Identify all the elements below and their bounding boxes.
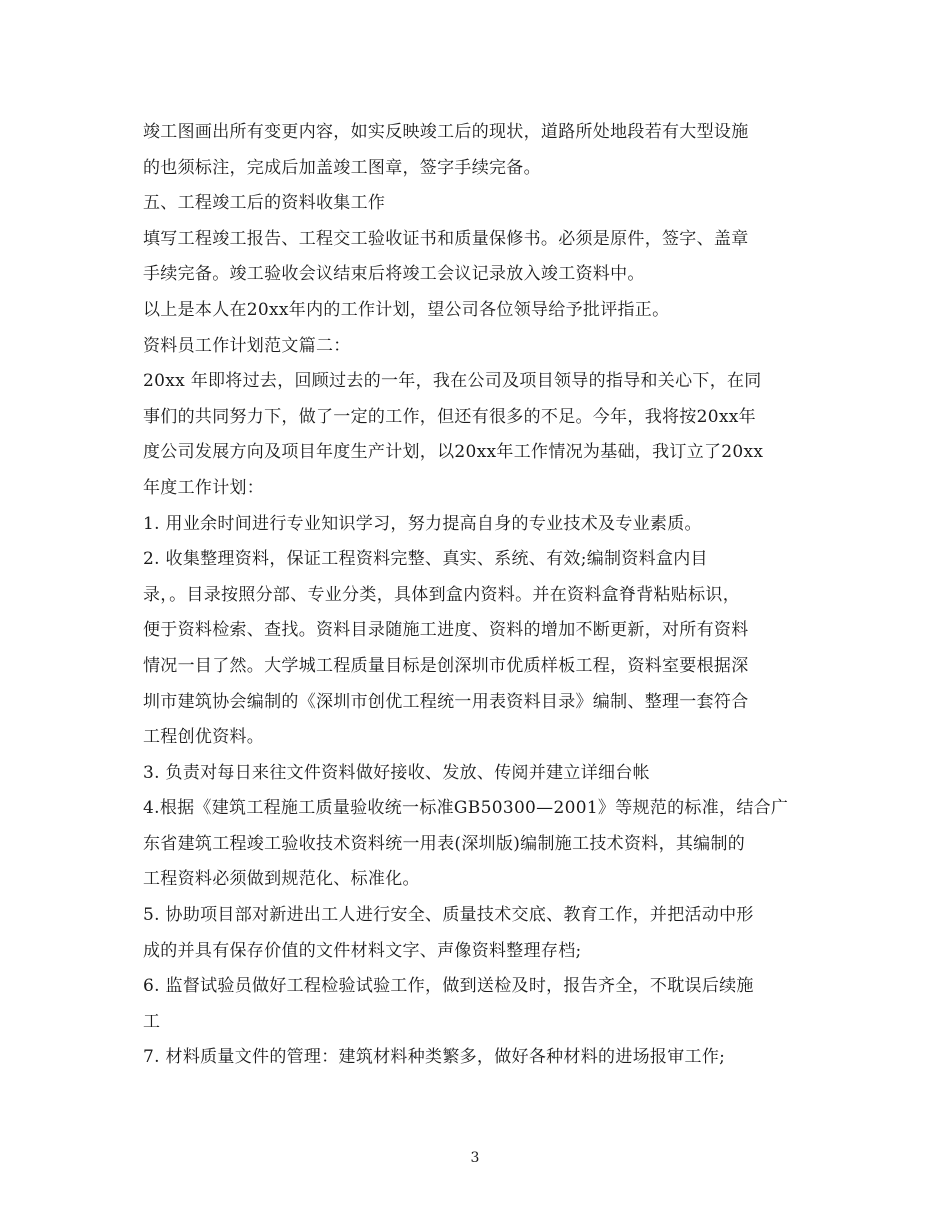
text-line: 工程创优资料。 [143, 727, 265, 748]
section-heading: 资料员工作计划范文篇二： [143, 335, 351, 356]
text-line: 东省建筑工程竣工验收技术资料统一用表(深圳版)编制施工技术资料，其编制的 [143, 833, 746, 854]
text-line: 度公司发展方向及项目年度生产计划，以20xx年工作情况为基础，我订立了20xx [143, 442, 764, 463]
page-number: 3 [470, 1150, 480, 1166]
text-line: 年度工作计划： [143, 477, 265, 498]
text-line: 录，。目录按照分部、专业分类，具体到盒内资料。并在资料盒脊背粘贴标识， [143, 584, 740, 605]
text-line: 圳市建筑协会编制的《深圳市创优工程统一用表资料目录》编制、整理一套符合 [143, 691, 749, 712]
list-item: 6. 监督试验员做好工程检验试验工作，做到送检及时，报告齐全，不耽误后续施 [143, 976, 754, 997]
list-item: 3. 负责对每日来往文件资料做好接收、发放、传阅并建立详细台帐 [143, 762, 650, 783]
text-line: 便于资料检索、查找。资料目录随施工进度、资料的增加不断更新，对所有资料 [143, 620, 749, 641]
list-item: 1. 用业余时间进行专业知识学习，努力提高自身的专业技术及专业素质。 [143, 513, 702, 534]
list-item: 4.根据《建筑工程施工质量验收统一标准GB50300—2001》等规范的标准，结合广 [143, 798, 789, 819]
text-line: 工 [143, 1011, 161, 1032]
text-line: 事们的共同努力下，做了一定的工作，但还有很多的不足。今年，我将按20xx年 [143, 406, 756, 427]
text-line: 情况一目了然。大学城工程质量目标是创深圳市优质样板工程，资料室要根据深 [143, 655, 749, 676]
text-line: 以上是本人在20xx年内的工作计划，望公司各位领导给予批评指正。 [143, 299, 670, 320]
text-line: 填写工程竣工报告、工程交工验收证书和质量保修书。必须是原件，签字、盖章 [143, 228, 749, 249]
list-item: 7. 材料质量文件的管理：建筑材料种类繁多，做好各种材料的进场报审工作; [143, 1047, 726, 1068]
document-body [143, 115, 813, 1076]
text-line: 20xx 年即将过去，回顾过去的一年，我在公司及项目领导的指导和关心下，在同 [143, 371, 762, 392]
list-item: 2. 收集整理资料，保证工程资料完整、真实、系统、有效;编制资料盒内目 [143, 549, 708, 570]
text-line: 的也须标注，完成后加盖竣工图章，签字手续完备。 [143, 157, 541, 178]
list-item: 5. 协助项目部对新进出工人进行安全、质量技术交底、教育工作，并把活动中形 [143, 905, 754, 926]
text-line: 成的并具有保存价值的文件材料文字、声像资料整理存档; [143, 940, 582, 961]
text-line: 竣工图画出所有变更内容，如实反映竣工后的现状，道路所处地段若有大型设施 [143, 122, 749, 142]
text-line: 工程资料必须做到规范化、标准化。 [143, 869, 420, 890]
section-heading: 五、工程竣工后的资料收集工作 [143, 193, 386, 214]
text-line: 手续完备。竣工验收会议结束后将竣工会议记录放入竣工资料中。 [143, 264, 645, 285]
